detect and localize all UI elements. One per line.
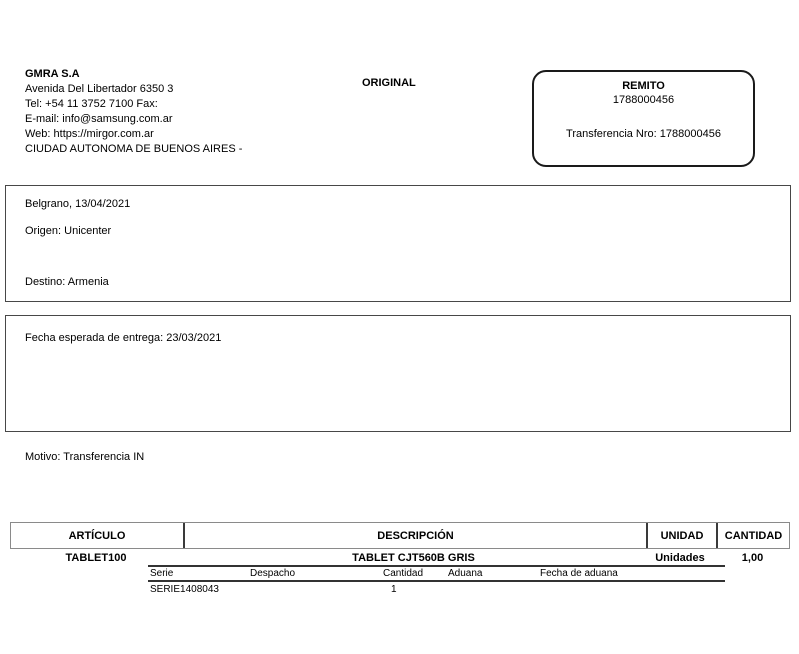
serial-row (148, 582, 725, 596)
company-city: CIUDAD AUTONOMA DE BUENOS AIRES - (25, 143, 243, 155)
items-table-header (10, 522, 790, 549)
company-name: GMRA S.A (25, 68, 80, 80)
expected-delivery-line: Fecha esperada de entrega: 23/03/2021 (25, 332, 222, 344)
serial-cantidad-value: 1 (391, 583, 397, 595)
table-row (10, 550, 790, 566)
company-email: E-mail: info@samsung.com.ar (25, 113, 173, 125)
shipment-info-box (5, 185, 791, 302)
company-website: Web: https://mirgor.com.ar (25, 128, 154, 140)
delivery-date-box (5, 315, 791, 432)
motivo-line: Motivo: Transferencia IN (25, 451, 145, 463)
header-descripcion: DESCRIPCIÓN (183, 523, 646, 548)
subheader-aduana: Aduana (448, 568, 483, 579)
item-cantidad: 1,00 (741, 552, 764, 564)
subheader-despacho: Despacho (250, 568, 296, 579)
header-cantidad: CANTIDAD (716, 523, 789, 548)
item-unidad: Unidades (655, 552, 705, 564)
header-articulo: ARTÍCULO (68, 529, 126, 542)
company-info-block (25, 67, 242, 157)
remito-number-box (532, 70, 755, 167)
item-descripcion: TABLET CJT560B GRIS (352, 552, 475, 564)
serial-serie-value: SERIE1408043 (150, 583, 219, 595)
subheader-fecha-aduana: Fecha de aduana (540, 568, 618, 579)
remito-number: 1788000456 (612, 94, 675, 106)
serial-subtable-header (148, 565, 725, 582)
origin-line: Origen: Unicenter (25, 225, 112, 237)
company-address: Avenida Del Libertador 6350 3 (25, 83, 174, 95)
subheader-serie: Serie (150, 568, 174, 579)
place-date-line: Belgrano, 13/04/2021 (25, 198, 131, 210)
copy-type-label: ORIGINAL (362, 77, 416, 89)
company-phone-fax: Tel: +54 11 3752 7100 Fax: (25, 98, 158, 110)
remito-title: REMITO (622, 80, 665, 92)
header-unidad: UNIDAD (646, 523, 716, 548)
subheader-cantidad: Cantidad (383, 568, 424, 579)
item-articulo: TABLET100 (65, 552, 127, 564)
transfer-number-line: Transferencia Nro: 1788000456 (566, 128, 721, 140)
destination-line: Destino: Armenia (25, 276, 109, 288)
serial-subtable (148, 565, 725, 596)
